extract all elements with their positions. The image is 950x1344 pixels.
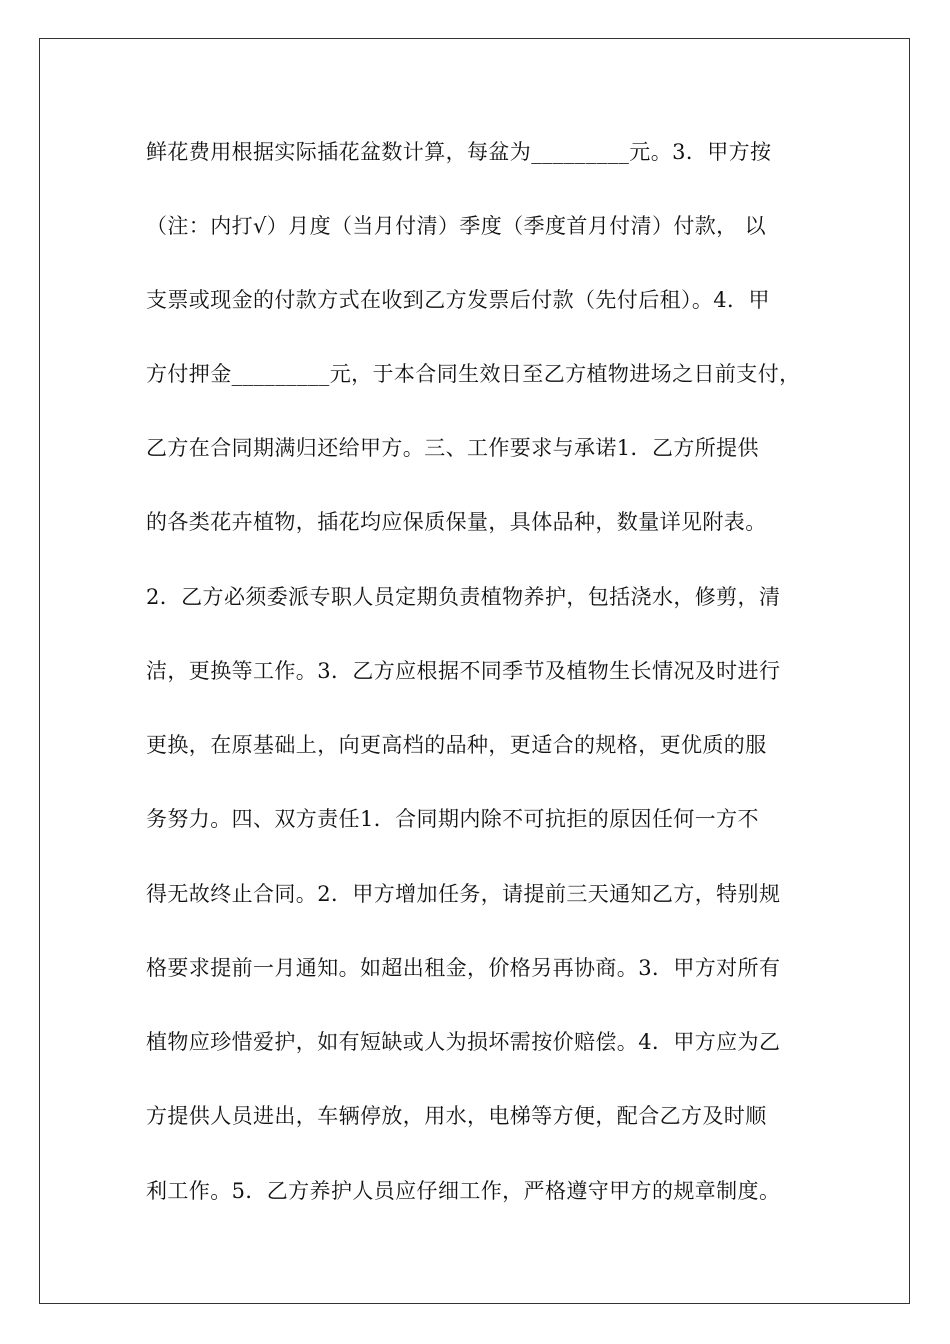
text-line-8: 洁，更换等工作。3．乙方应根据不同季节及植物生长情况及时进行	[146, 659, 781, 683]
text-line-10: 务努力。四、双方责任1．合同期内除不可抗拒的原因任何一方不	[146, 807, 759, 831]
text-line-7: 2．乙方必须委派专职人员定期负责植物养护，包括浇水，修剪，清	[146, 585, 781, 609]
text-line-14: 方提供人员进出，车辆停放，用水，电梯等方便，配合乙方及时顺	[146, 1104, 767, 1128]
text-line-3: 支票或现金的付款方式在收到乙方发票后付款（先付后租）。4．甲	[146, 288, 770, 312]
text-line-6: 的各类花卉植物，插花均应保质保量，具体品种，数量详见附表。	[146, 510, 767, 534]
text-line-12: 格要求提前一月通知。如超出租金，价格另再协商。3．甲方对所有	[146, 956, 781, 980]
text-line-4: 方付押金_________元，于本合同生效日至乙方植物进场之日前支付，	[146, 362, 801, 386]
text-line-1: 鲜花费用根据实际插花盆数计算，每盆为_________元。3．甲方按	[146, 140, 772, 164]
text-line-15: 利工作。5．乙方养护人员应仔细工作，严格遵守甲方的规章制度。	[146, 1179, 781, 1203]
text-line-5: 乙方在合同期满归还给甲方。三、工作要求与承诺1．乙方所提供	[146, 436, 759, 460]
text-line-11: 得无故终止合同。2．甲方增加任务，请提前三天通知乙方，特别规	[146, 882, 781, 906]
text-line-9: 更换，在原基础上，向更高档的品种，更适合的规格，更优质的服	[146, 733, 767, 757]
text-line-13: 植物应珍惜爱护，如有短缺或人为损坏需按价赔偿。4．甲方应为乙	[146, 1030, 781, 1054]
text-line-2: （注：内打√）月度（当月付清）季度（季度首月付清）付款， 以	[146, 214, 767, 238]
